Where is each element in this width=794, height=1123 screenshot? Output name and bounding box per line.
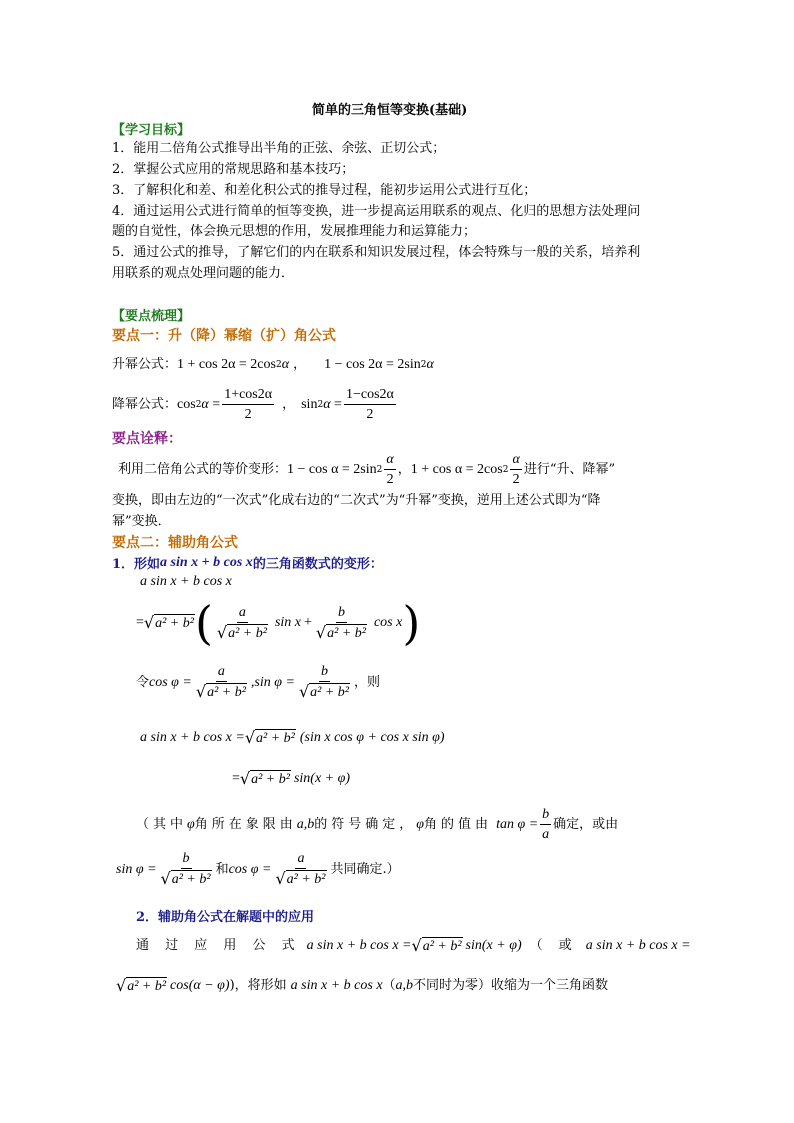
explain-prefix: 利用二倍角公式的等价变形：	[118, 462, 288, 477]
sub2-title: 2．辅助角公式在解题中的应用	[136, 910, 315, 925]
objective-item: 用联系的观点处理问题的能力．	[112, 266, 295, 281]
raise-formula-b: 1 − cos 2α = 2sin	[324, 357, 421, 372]
app-line1: 通 过 应 用 公 式 a sin x + b cos x = √ a² + b² sin(x + φ) （ 或 a sin x + b cos x =	[136, 935, 691, 955]
let-line: 令 cos φ = a √ a² + b² ,sin φ = b √ a² + b² ，则	[136, 664, 381, 701]
lower-sin-denominator: 2	[366, 407, 374, 422]
objective-item: 4．通过运用公式进行简单的恒等变换，进一步提高运用联系的观点、化归的思想方法处理问	[112, 204, 641, 219]
objectives-header: 【学习目标】	[112, 123, 191, 138]
objective-item: 1．能用二倍角公式推导出半角的正弦、余弦、正切公式；	[112, 141, 446, 156]
lower-label: 降幂公式：	[112, 397, 178, 412]
explain-line2: 变换，即由左边的“一次式”化成右边的“二次式”为“升幂”变换，逆用上述公式即为“降	[112, 493, 601, 508]
objective-item: 2．掌握公式应用的常规思路和基本技巧；	[112, 162, 355, 177]
summary-header: 【要点梳理】	[112, 309, 191, 324]
raise-label: 升幂公式：	[112, 357, 178, 372]
explain-formula-2: 1 + cos α = 2cos	[410, 462, 503, 477]
explain-line1: 利用二倍角公式的等价变形： 1 − cos α = 2sin 2 $\frac{\alpha}{2}$ ， 1 + cos α = 2cos 2 $\frac{\alpha}{2}$ 进行“升、降幂”	[118, 452, 616, 487]
explain-suffix: 进行“升、降幂”	[523, 462, 616, 477]
app-line2: √ a² + b² cos(α − φ) )，将形如 a sin x + b cos x （ a,b 不同时为零）收缩为一个三角函数	[116, 975, 609, 995]
explain-title: 要点诠释：	[112, 431, 182, 447]
lower-cos-lhs: cos	[177, 397, 196, 412]
note-line2: sin φ = b √ a² + b² 和 cos φ = a √ a² + b² 共同确定.）	[116, 851, 400, 888]
lower-cos-denominator: 2	[244, 407, 252, 422]
lower-sin-numerator: 1−cos2α	[344, 386, 396, 405]
expand-line: a sin x + b cos x = √ a² + b² (sin x cos φ + cos x sin φ)	[140, 728, 445, 747]
result-line: = √ a² + b² sin(x + φ)	[232, 769, 351, 788]
explain-formula-1: 1 − cos α = 2sin	[287, 462, 377, 477]
raise-formula-a: 1 + cos 2α = 2cos	[177, 357, 276, 372]
derivation-line1: a sin x + b cos x	[140, 574, 232, 589]
page-title: 简单的三角恒等变换(基础)	[312, 103, 468, 118]
note-line1: （其中 φ 角所在象限由 a,b 的符号确定， φ 角的值由 tan φ = $\frac{b}{a}$ 确定，或由	[136, 807, 619, 842]
raise-formula-line: 升幂公式： 1 + cos 2α = 2cos 2 α ， 1 − cos 2α = 2sin 2 α	[112, 357, 434, 372]
objective-item: 3．了解积化和差、和差化积公式的推导过程，能初步运用公式进行互化；	[112, 183, 537, 198]
sub1-title: 1．形如 a sin x + b cos x 的三角函数式的变形：	[112, 554, 383, 572]
objective-item: 题的自觉性，体会换元思想的作用，发展推理能力和运算能力；	[112, 224, 477, 239]
lower-formula-line: 降幂公式： cos 2 α = $\frac{1+\cos 2\alpha}{2}$ ， sin 2 α = $\frac{1-\cos 2\alpha}{2}$	[112, 387, 394, 422]
sub1-formula: a sin x + b cos x	[160, 554, 253, 570]
lower-sin-lhs: sin	[301, 397, 318, 412]
point2-title: 要点二：辅助角公式	[112, 535, 238, 551]
objective-item: 5．通过公式的推导，了解它们的内在联系和知识发展过程，体会特殊与一般的关系，培养利	[112, 245, 641, 260]
derivation-line2: = √ a² + b² ( a √ a² + b² sin x + b √ a² + b² cos x )	[136, 596, 421, 650]
explain-line3: 幂”变换．	[112, 514, 171, 529]
lower-cos-numerator: 1+cos2α	[222, 386, 274, 405]
point1-title: 要点一：升（降）幂缩（扩）角公式	[112, 328, 336, 344]
